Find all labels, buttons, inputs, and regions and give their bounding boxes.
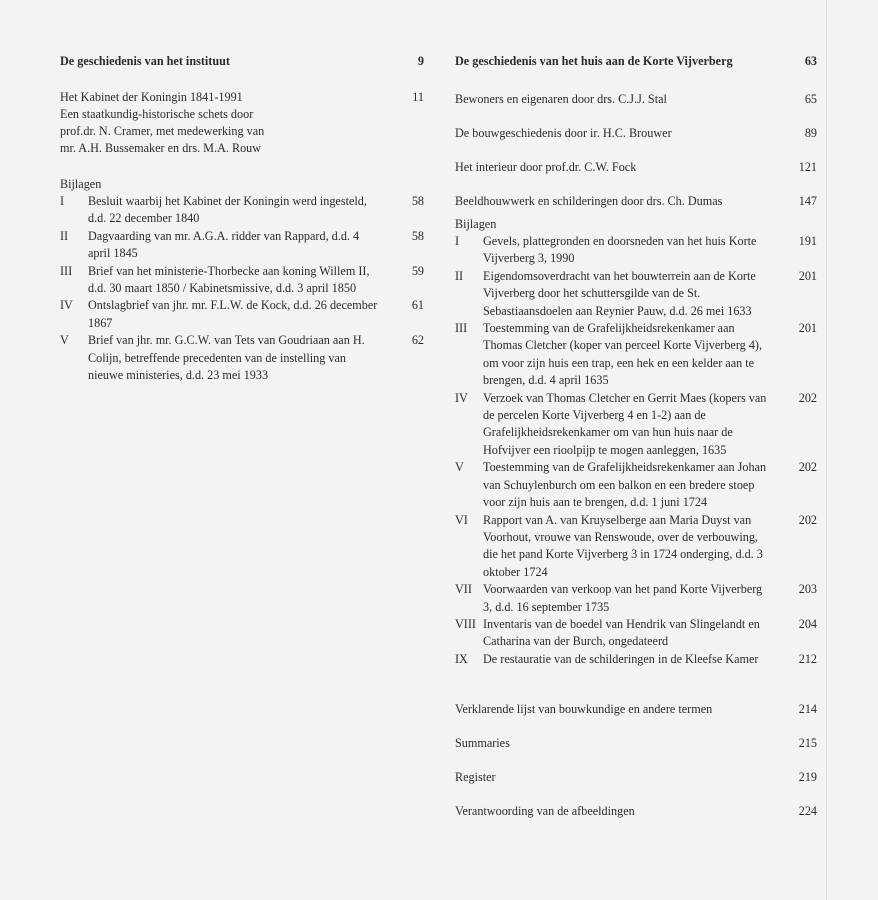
appendix-number: IV — [60, 298, 73, 313]
appendix-text: Inventaris van de boedel van Hendrik van Slingelandt en Catharina van der Burch, ongedateerd — [483, 616, 760, 649]
appendix-label: Bijlagen — [60, 177, 102, 191]
page-number: 63 — [804, 54, 817, 68]
page-number: 58 — [411, 228, 424, 243]
appendix-number: I — [455, 234, 460, 248]
appendix-number: V — [60, 333, 69, 348]
back-matter-entry — [455, 701, 817, 718]
appendix-item — [455, 581, 817, 616]
appendix-text: Rapport van A. van Kruyselberge aan Maria Duyst van Voorhout, vrouwe van Renswoude, over de verbouwing, die het pand Korte Vijverberg 3 in 1724 onderging, d.d. 3 oktober 1724 — [483, 512, 763, 579]
appendix-number: VI — [455, 512, 468, 527]
appendix-text: Brief van jhr. mr. G.C.W. van Tets van Goudriaan aan H. Colijn, betreffende precedenten van de instelling van nieuwe ministeries, d.d. 23 mei 1933 — [88, 333, 365, 383]
chapter-title: Het interieur door prof.dr. C.W. Fock — [455, 160, 637, 174]
appendix-number: VIII — [455, 616, 476, 631]
page-number: 219 — [798, 770, 817, 785]
appendix-number: II — [60, 228, 69, 243]
page-number: 204 — [798, 616, 817, 631]
right-section-heading — [455, 53, 817, 70]
appendix-number: I — [60, 194, 65, 208]
appendix-text: Voorwaarden van verkoop van het pand Korte Vijverberg 3, d.d. 16 september 1735 — [483, 582, 763, 614]
chapter-entry — [455, 193, 817, 210]
page-number: 61 — [411, 298, 424, 313]
back-matter-entry — [455, 735, 817, 752]
page-number: 201 — [798, 268, 817, 283]
page-number: 89 — [804, 126, 817, 140]
appendix-text: Ontslagbrief van jhr. mr. F.L.W. de Kock, d.d. 26 december 1867 — [88, 298, 378, 330]
page-number: 9 — [417, 54, 424, 68]
back-matter-entry — [455, 769, 817, 786]
page-number: 214 — [798, 702, 817, 717]
back-matter-entry — [455, 803, 817, 820]
page-number: 201 — [798, 321, 817, 336]
page-number: 58 — [411, 194, 424, 208]
page-number: 202 — [798, 512, 817, 527]
left-column — [60, 53, 424, 384]
appendix-number: II — [455, 268, 464, 283]
chapter-entry — [455, 91, 817, 108]
appendix-number: IX — [455, 651, 468, 666]
appendix-text: Toestemming van de Grafelijkheidsrekenkamer aan Thomas Cletcher (koper van perceel Korte Vijverberg 4), om voor zijn huis een trap, een hek en een kelder aan te brengen, d.d. 4 april 1635 — [483, 321, 763, 388]
appendix-number: III — [60, 263, 73, 278]
appendix-item — [60, 332, 424, 384]
page-edge-line — [826, 0, 827, 900]
chapter-entry — [455, 159, 817, 176]
main-entry-line: prof.dr. N. Cramer, met medewerking van — [60, 124, 265, 138]
appendix-label: Bijlagen — [455, 217, 497, 231]
appendix-item — [455, 233, 817, 268]
appendix-number: III — [455, 321, 468, 336]
chapter-title: De bouwgeschiedenis door ir. H.C. Brouwer — [455, 126, 672, 140]
appendix-text: Besluit waarbij het Kabinet der Koningin werd ingesteld, d.d. 22 december 1840 — [88, 194, 367, 226]
page-number: 191 — [798, 234, 817, 248]
appendix-text: De restauratie van de schilderingen in de Kleefse Kamer — [483, 651, 759, 666]
section-title: De geschiedenis van het huis aan de Korte Vijverberg — [455, 54, 733, 68]
appendix-item — [455, 512, 817, 582]
chapter-title: Bewoners en eigenaren door drs. C.J.J. Stal — [455, 92, 667, 106]
appendix-item — [455, 320, 817, 390]
appendix-item — [455, 390, 817, 460]
page-number: 11 — [412, 90, 424, 104]
appendix-number: V — [455, 460, 464, 475]
appendix-text: Toestemming van de Grafelijkheidsrekenkamer aan Johan van Schuylenburch om een balkon en een bredere stoep voor zijn huis aan te brengen, d.d. 1 juni 1724 — [483, 460, 767, 510]
main-entry-line: Het Kabinet der Koningin 1841-1991 — [60, 90, 243, 104]
main-entry-line: mr. A.H. Bussemaker en drs. M.A. Rouw — [60, 141, 262, 155]
section-title: De geschiedenis van het instituut — [60, 54, 230, 68]
appendix-item — [60, 228, 424, 263]
page-number: 202 — [798, 460, 817, 475]
appendix-item — [60, 193, 424, 228]
main-entry-line: Een staatkundig-historische schets door — [60, 107, 254, 121]
appendix-number: VII — [455, 582, 472, 597]
page-number: 121 — [798, 160, 817, 174]
left-section-heading — [60, 53, 424, 70]
chapter-title: Beeldhouwwerk en schilderingen door drs. Ch. Dumas — [455, 194, 723, 208]
appendix-item — [60, 263, 424, 298]
right-column — [455, 53, 817, 837]
appendix-text: Eigendomsoverdracht van het bouwterrein aan de Korte Vijverberg door het schuttersgilde van de St. Sebastiaansdoelen aan Reynier Pauw, d.d. 26 mei 1633 — [483, 268, 756, 318]
appendix-text: Gevels, plattegronden en doorsneden van het huis Korte Vijverberg 3, 1990 — [483, 234, 757, 266]
page-number: 147 — [798, 194, 817, 208]
appendix-item — [60, 297, 424, 332]
main-entry — [60, 89, 424, 157]
appendix-text: Brief van het ministerie-Thorbecke aan koning Willem II, d.d. 30 maart 1850 / Kabinetsmissive, d.d. 3 april 1850 — [88, 263, 370, 296]
appendix-text: Verzoek van Thomas Cletcher en Gerrit Maes (kopers van de percelen Korte Vijverberg 4 en 1-2) aan de Grafelijkheidsrekenkamer om van hun huis naar de Hofvijver een rioolpijp te mogen aanleggen, 1635 — [483, 390, 767, 457]
page-number: 59 — [411, 263, 424, 278]
appendix-item — [455, 459, 817, 511]
appendix-item — [455, 268, 817, 320]
back-matter-title: Verantwoording van de afbeeldingen — [455, 804, 635, 819]
appendix-item — [455, 651, 817, 668]
appendix-number: IV — [455, 390, 468, 405]
page-number: 62 — [411, 333, 424, 348]
back-matter-title: Summaries — [455, 736, 510, 751]
appendix-item — [455, 616, 817, 651]
page-number: 212 — [798, 651, 817, 666]
page-number: 203 — [798, 582, 817, 597]
back-matter-title: Verklarende lijst van bouwkundige en andere termen — [455, 702, 713, 717]
page-number: 65 — [804, 92, 817, 106]
page-number: 215 — [798, 736, 817, 751]
page-number: 202 — [798, 390, 817, 405]
back-matter-title: Register — [455, 770, 496, 785]
page-number: 224 — [798, 804, 817, 819]
appendix-text: Dagvaarding van mr. A.G.A. ridder van Rappard, d.d. 4 april 1845 — [88, 228, 360, 261]
chapter-entry — [455, 125, 817, 142]
